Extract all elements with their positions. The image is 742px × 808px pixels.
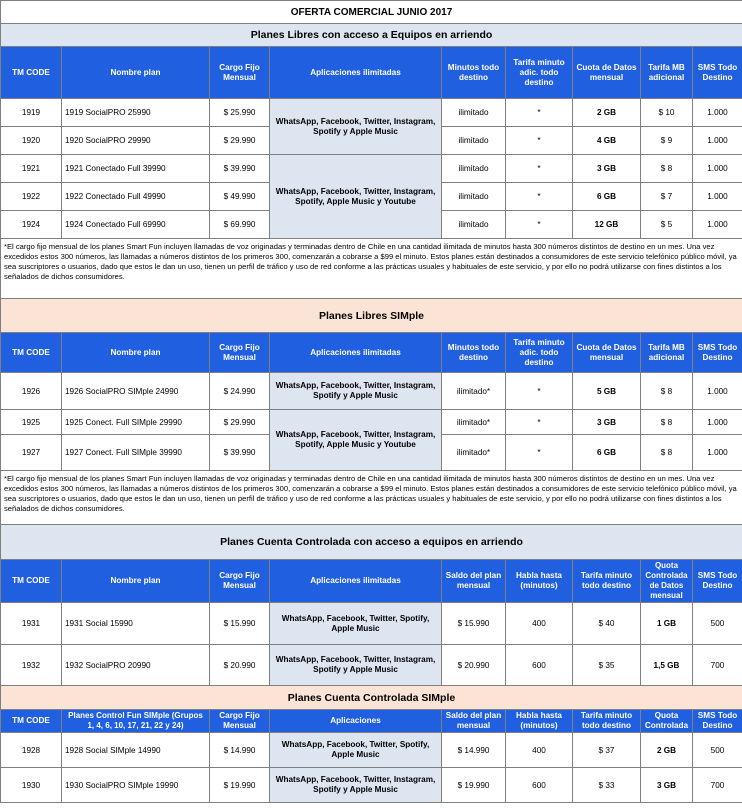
- plan-balance: $ 14.990: [442, 733, 506, 768]
- column-header: Minutos todo destino: [442, 333, 506, 373]
- sms: 500: [693, 733, 742, 768]
- unlimited-apps: WhatsApp, Facebook, Twitter, Instagram, Spotify y Apple Music: [270, 768, 442, 803]
- monthly-fee: $ 20.990: [210, 645, 270, 686]
- section-title: Planes Cuenta Controlada con acceso a equipos en arriendo: [1, 525, 742, 560]
- column-header: Cuota de Datos mensual: [573, 333, 641, 373]
- page-title: OFERTA COMERCIAL JUNIO 2017: [1, 1, 742, 24]
- minutes: ilimitado: [442, 155, 506, 183]
- unlimited-apps: WhatsApp, Facebook, Twitter, Instagram, Spotify y Apple Music: [270, 373, 442, 410]
- plan-name: 1926 SocialPRO SIMple 24990: [62, 373, 210, 410]
- column-header: Tarifa minuto todo destino: [573, 560, 641, 603]
- mb-rate: $ 8: [641, 410, 693, 435]
- mb-rate: $ 5: [641, 211, 693, 239]
- footnote: *El cargo fijo mensual de los planes Smart Fun incluyen llamadas de voz originadas y terminadas dentro de Chile en una cantidad ilimitada de minutos hasta 300 números distintos de destino en un mes. Una vez excedidos estos 300 números, las llamadas a números distintos de los primeros 300, comenzarán a cobrarse a $99 el minuto. Estos planes están destinados a consumidores de este servicio telefónico público móvil, ya sea suscriptores o usuarios, dado que estos le dan un uso, tienen un perfil de tráfico y uso de red conforme a las prácticas usuales y habituales de este servicio, y por ello no podrá utilizarse con fines distintos a los señalados de dichos consumidores.: [1, 471, 742, 525]
- column-header: TM CODE: [1, 47, 62, 99]
- table-row: [1, 155, 742, 183]
- monthly-fee: $ 39.990: [210, 435, 270, 471]
- tm-code: 1927: [1, 435, 62, 471]
- monthly-fee: $ 39.990: [210, 155, 270, 183]
- column-header: SMS Todo Destino: [693, 710, 742, 733]
- section-title: Planes Libres con acceso a Equipos en arriendo: [1, 24, 742, 47]
- tm-code: 1925: [1, 410, 62, 435]
- column-header: Cargo Fijo Mensual: [210, 47, 270, 99]
- sms: 500: [693, 603, 742, 645]
- column-header: TM CODE: [1, 560, 62, 603]
- extra-minute-rate: *: [506, 435, 573, 471]
- minutes: ilimitado: [442, 99, 506, 127]
- extra-minute-rate: *: [506, 127, 573, 155]
- column-header: Cargo Fijo Mensual: [210, 560, 270, 603]
- mb-rate: $ 10: [641, 99, 693, 127]
- extra-minute-rate: *: [506, 183, 573, 211]
- column-header: Aplicaciones ilimitadas: [270, 47, 442, 99]
- mb-rate: $ 7: [641, 183, 693, 211]
- column-header: Cargo Fijo Mensual: [210, 710, 270, 733]
- monthly-fee: $ 25.990: [210, 99, 270, 127]
- plan-balance: $ 15.990: [442, 603, 506, 645]
- column-header: Minutos todo destino: [442, 47, 506, 99]
- column-header: Aplicaciones ilimitadas: [270, 333, 442, 373]
- monthly-fee: $ 19.990: [210, 768, 270, 803]
- column-header: Nombre plan: [62, 560, 210, 603]
- plan-name: 1930 SocialPRO SIMple 19990: [62, 768, 210, 803]
- tm-code: 1926: [1, 373, 62, 410]
- mb-rate: $ 8: [641, 155, 693, 183]
- data-quota: 2 GB: [641, 733, 693, 768]
- data-quota: 3 GB: [573, 410, 641, 435]
- tm-code: 1928: [1, 733, 62, 768]
- plan-name: 1931 Social 15990: [62, 603, 210, 645]
- table-row: [1, 410, 742, 435]
- extra-minute-rate: *: [506, 211, 573, 239]
- footnote: *El cargo fijo mensual de los planes Smart Fun incluyen llamadas de voz originadas y terminadas dentro de Chile en una cantidad ilimitada de minutos hasta 300 números distintos de destino en un mes. Una vez excedidos estos 300 números, las llamadas a números distintos de los primeros 300, comenzarán a cobrarse a $99 el minuto. Estos planes están destinados a consumidores de este servicio telefónico público móvil, ya sea suscriptores o usuarios, dado que estos le dan un uso, tienen un perfil de tráfico y uso de red conforme a las prácticas usuales y habituales de este servicio, y por ello no podrá utilizarse con fines distintos a los señalados de dichos consumidores.: [1, 239, 742, 299]
- column-header: Saldo del plan mensual: [442, 710, 506, 733]
- plan-name: 1920 SocialPRO 29990: [62, 127, 210, 155]
- monthly-fee: $ 49.990: [210, 183, 270, 211]
- sms: 1.000: [693, 183, 742, 211]
- column-header: SMS Todo Destino: [693, 333, 742, 373]
- unlimited-apps: WhatsApp, Facebook, Twitter, Instagram, Spotify y Apple Music: [270, 645, 442, 686]
- extra-minute-rate: *: [506, 155, 573, 183]
- sms: 1.000: [693, 435, 742, 471]
- minutes: ilimitado: [442, 183, 506, 211]
- column-header: SMS Todo Destino: [693, 560, 742, 603]
- sms: 700: [693, 645, 742, 686]
- column-header: Tarifa minuto todo destino: [573, 710, 641, 733]
- column-header: Habla hasta (minutos): [506, 560, 573, 603]
- unlimited-apps: WhatsApp, Facebook, Twitter, Spotify, Apple Music: [270, 603, 442, 645]
- column-header: Nombre plan: [62, 47, 210, 99]
- minute-rate: $ 37: [573, 733, 641, 768]
- section-title: Planes Libres SIMple: [1, 299, 742, 333]
- tm-code: 1924: [1, 211, 62, 239]
- extra-minute-rate: *: [506, 373, 573, 410]
- column-header: Nombre plan: [62, 333, 210, 373]
- plan-name: 1919 SocialPRO 25990: [62, 99, 210, 127]
- sms: 1.000: [693, 155, 742, 183]
- plan-name: 1925 Conect. Full SIMple 29990: [62, 410, 210, 435]
- tm-code: 1930: [1, 768, 62, 803]
- column-header: Aplicaciones: [270, 710, 442, 733]
- data-quota: 6 GB: [573, 183, 641, 211]
- tm-code: 1932: [1, 645, 62, 686]
- minutes: ilimitado: [442, 127, 506, 155]
- column-header: Planes Control Fun SIMple (Grupos 1, 4, 6, 10, 17, 21, 22 y 24): [62, 710, 210, 733]
- unlimited-apps: WhatsApp, Facebook, Twitter, Instagram, Spotify, Apple Music y Youtube: [270, 410, 442, 471]
- mb-rate: $ 9: [641, 127, 693, 155]
- plan-balance: $ 20.990: [442, 645, 506, 686]
- minute-rate: $ 35: [573, 645, 641, 686]
- plan-name: 1932 SocialPRO 20990: [62, 645, 210, 686]
- sms: 1.000: [693, 410, 742, 435]
- plan-name: 1922 Conectado Full 49990: [62, 183, 210, 211]
- mb-rate: $ 8: [641, 373, 693, 410]
- monthly-fee: $ 15.990: [210, 603, 270, 645]
- tm-code: 1921: [1, 155, 62, 183]
- tm-code: 1920: [1, 127, 62, 155]
- data-quota: 3 GB: [573, 155, 641, 183]
- minutes: ilimitado: [442, 211, 506, 239]
- column-header: Tarifa minuto adic. todo destino: [506, 47, 573, 99]
- extra-minute-rate: *: [506, 99, 573, 127]
- data-quota: 4 GB: [573, 127, 641, 155]
- column-header: Tarifa minuto adic. todo destino: [506, 333, 573, 373]
- data-quota: 12 GB: [573, 211, 641, 239]
- monthly-fee: $ 69.990: [210, 211, 270, 239]
- section-title: Planes Cuenta Controlada SIMple: [1, 686, 742, 710]
- sms: 1.000: [693, 211, 742, 239]
- extra-minute-rate: *: [506, 410, 573, 435]
- plan-name: 1924 Conectado Full 69990: [62, 211, 210, 239]
- minute-rate: $ 33: [573, 768, 641, 803]
- monthly-fee: $ 24.990: [210, 373, 270, 410]
- tm-code: 1919: [1, 99, 62, 127]
- minutes: ilimitado*: [442, 410, 506, 435]
- data-quota: 3 GB: [641, 768, 693, 803]
- monthly-fee: $ 29.990: [210, 410, 270, 435]
- table-row: [1, 99, 742, 127]
- tm-code: 1931: [1, 603, 62, 645]
- sms: 1.000: [693, 99, 742, 127]
- column-header: Quota Controlada: [641, 710, 693, 733]
- plan-name: 1921 Conectado Full 39990: [62, 155, 210, 183]
- data-quota: 2 GB: [573, 99, 641, 127]
- column-header: TM CODE: [1, 710, 62, 733]
- unlimited-apps: WhatsApp, Facebook, Twitter, Instagram, Spotify, Apple Music y Youtube: [270, 155, 442, 239]
- data-quota: 5 GB: [573, 373, 641, 410]
- unlimited-apps: WhatsApp, Facebook, Twitter, Instagram, Spotify y Apple Music: [270, 99, 442, 155]
- unlimited-apps: WhatsApp, Facebook, Twitter, Spotify, Apple Music: [270, 733, 442, 768]
- column-header: Aplicaciones ilimitadas: [270, 560, 442, 603]
- monthly-fee: $ 29.990: [210, 127, 270, 155]
- plan-name: 1928 Social SIMple 14990: [62, 733, 210, 768]
- column-header: SMS Todo Destino: [693, 47, 742, 99]
- sms: 1.000: [693, 373, 742, 410]
- sms: 1.000: [693, 127, 742, 155]
- data-quota: 1,5 GB: [641, 645, 693, 686]
- sms: 700: [693, 768, 742, 803]
- table-row: [1, 603, 742, 645]
- table-row: [1, 373, 742, 410]
- column-header: Habla hasta (minutos): [506, 710, 573, 733]
- data-quota: 6 GB: [573, 435, 641, 471]
- tm-code: 1922: [1, 183, 62, 211]
- minute-rate: $ 40: [573, 603, 641, 645]
- column-header: Quota Controlada de Datos mensual: [641, 560, 693, 603]
- plan-name: 1927 Conect. Full SIMple 39990: [62, 435, 210, 471]
- talk-minutes: 400: [506, 733, 573, 768]
- column-header: Tarifa MB adicional: [641, 47, 693, 99]
- talk-minutes: 600: [506, 645, 573, 686]
- column-header: Cargo Fijo Mensual: [210, 333, 270, 373]
- mb-rate: $ 8: [641, 435, 693, 471]
- column-header: Cuota de Datos mensual: [573, 47, 641, 99]
- data-quota: 1 GB: [641, 603, 693, 645]
- column-header: TM CODE: [1, 333, 62, 373]
- monthly-fee: $ 14.990: [210, 733, 270, 768]
- column-header: Saldo del plan mensual: [442, 560, 506, 603]
- column-header: Tarifa MB adicional: [641, 333, 693, 373]
- table-row: [1, 768, 742, 803]
- minutes: ilimitado*: [442, 435, 506, 471]
- table-row: [1, 645, 742, 686]
- talk-minutes: 400: [506, 603, 573, 645]
- minutes: ilimitado*: [442, 373, 506, 410]
- plan-balance: $ 19.990: [442, 768, 506, 803]
- talk-minutes: 600: [506, 768, 573, 803]
- table-row: [1, 733, 742, 768]
